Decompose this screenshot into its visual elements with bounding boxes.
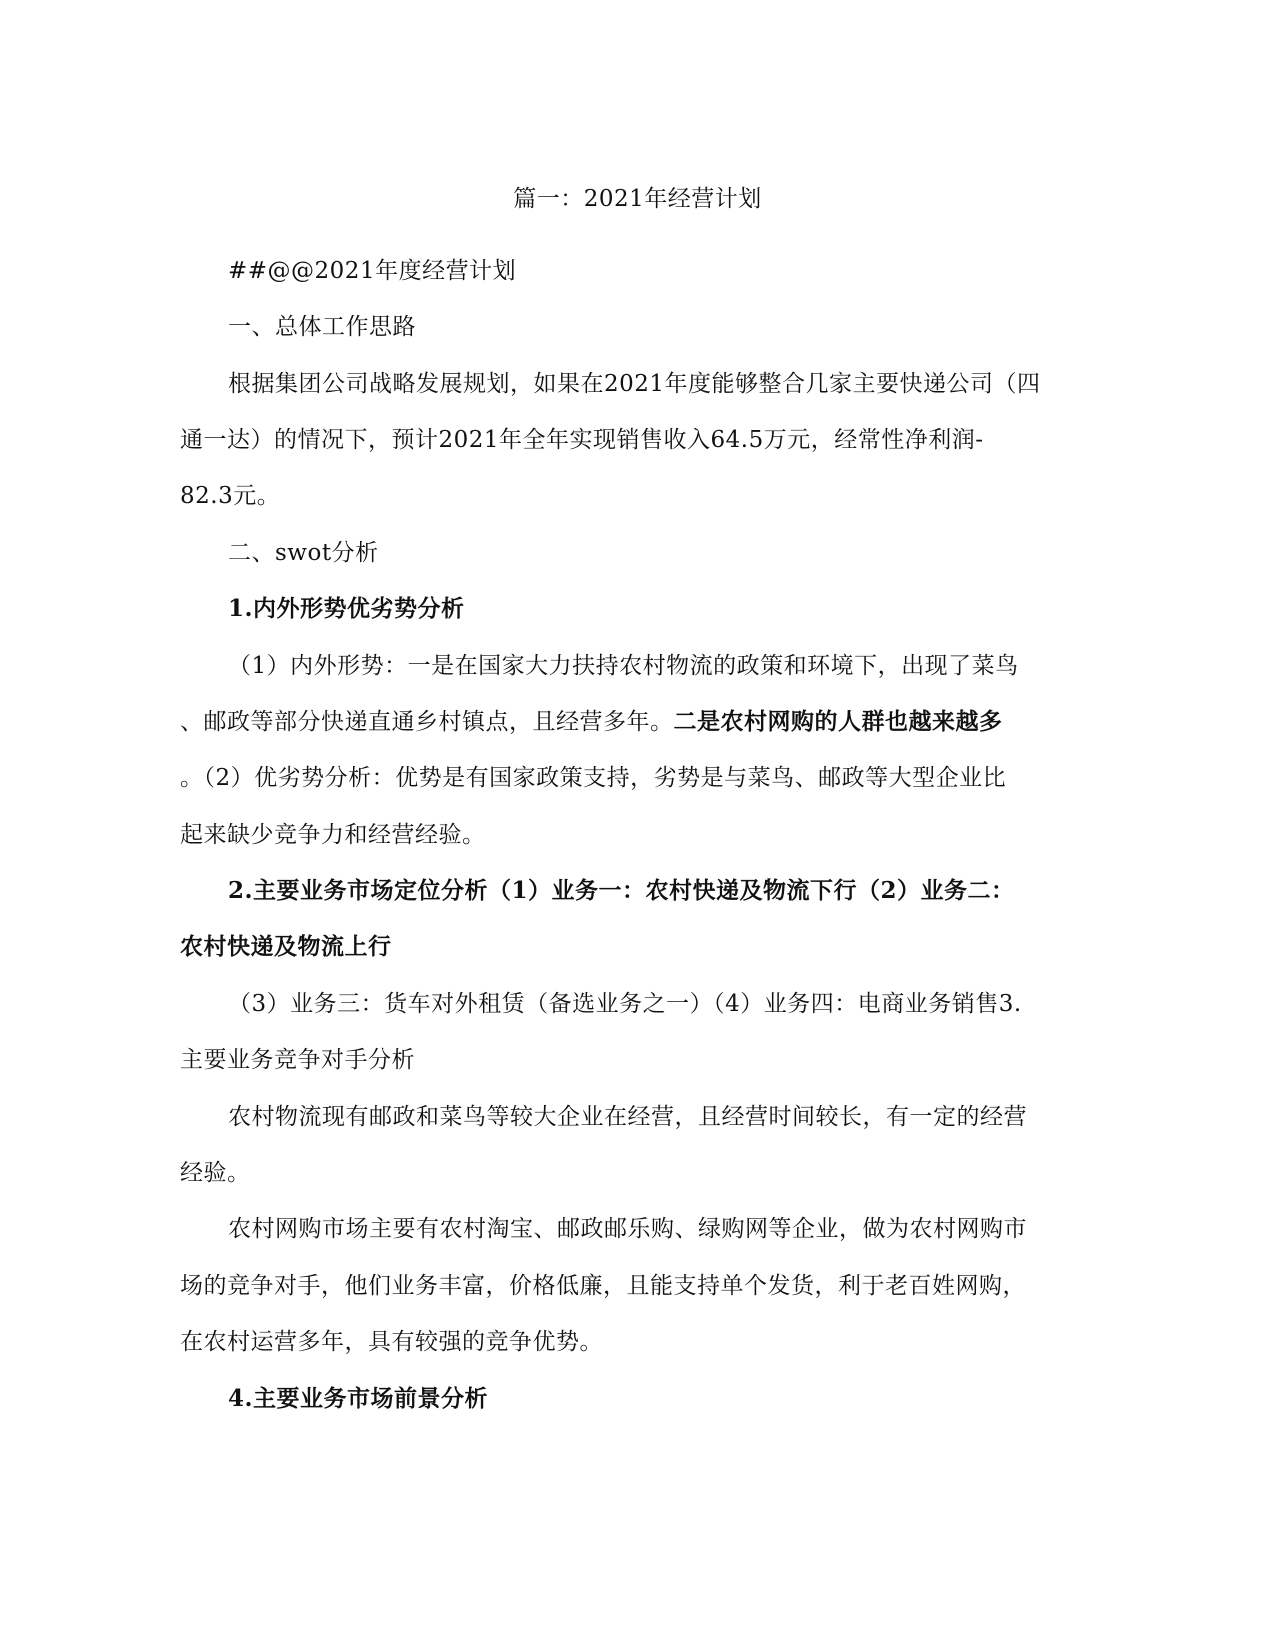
paragraph-competitors-line1: 农村物流现有邮政和菜鸟等较大企业在经营，且经营时间较长，有一定的经营 [228, 1104, 1027, 1130]
paragraph-competitors-line2: 经验。 [180, 1160, 251, 1186]
subheading-positioning-line2: 农村快递及物流上行 [180, 933, 392, 960]
section-heading-overall: 一、总体工作思路 [228, 314, 416, 340]
paragraph-overall-line2: 通一达）的情况下，预计2021年全年实现销售收入64.5万元，经常性净利润- [180, 427, 984, 453]
paragraph-business-line2: 主要业务竞争对手分析 [180, 1047, 415, 1073]
paragraph-overall-line3: 82.3元。 [180, 483, 281, 509]
document-title: 篇一：2021年经营计划 [513, 186, 762, 212]
paragraph-online-line2: 场的竞争对手，他们业务丰富，价格低廉，且能支持单个发货，利于老百姓网购， [180, 1273, 1026, 1299]
paragraph-situation-line2 [180, 707, 1003, 737]
paragraph-situation-line3: 。（2）优劣势分析：优势是有国家政策支持，劣势是与菜鸟、邮政等大型企业比 [180, 765, 1007, 791]
paragraph-situation-line2-bold: 二是农村网购的人群也越来越多 [673, 708, 1003, 735]
paragraph-online-line1: 农村网购市场主要有农村淘宝、邮政邮乐购、绿购网等企业，做为农村网购市 [228, 1216, 1027, 1242]
paragraph-situation-line1: （1）内外形势：一是在国家大力扶持农村物流的政策和环境下，出现了菜鸟 [228, 653, 1019, 679]
paragraph-business-line1: （3）业务三：货车对外租赁（备选业务之一）（4）业务四：电商业务销售3. [228, 991, 1022, 1017]
paragraph-situation-line4: 起来缺少竞争力和经营经验。 [180, 822, 486, 848]
subheading-positioning-line1: 2.主要业务市场定位分析（1）业务一：农村快递及物流下行（2）业务二： [228, 877, 1015, 904]
section-heading-swot: 二、swot分析 [228, 540, 379, 566]
paragraph-situation-line2-normal: 、邮政等部分快递直通乡村镇点，且经营多年。 [180, 709, 674, 735]
paragraph-online-line3: 在农村运营多年，具有较强的竞争优势。 [180, 1329, 603, 1355]
subheading-market-outlook: 4.主要业务市场前景分析 [228, 1385, 489, 1412]
paragraph-overall-line1: 根据集团公司战略发展规划，如果在2021年度能够整合几家主要快递公司（四 [228, 371, 1041, 397]
plan-subtitle: ##@@2021年度经营计划 [228, 258, 517, 284]
subheading-situation-analysis: 1.内外形势优劣势分析 [228, 595, 465, 622]
